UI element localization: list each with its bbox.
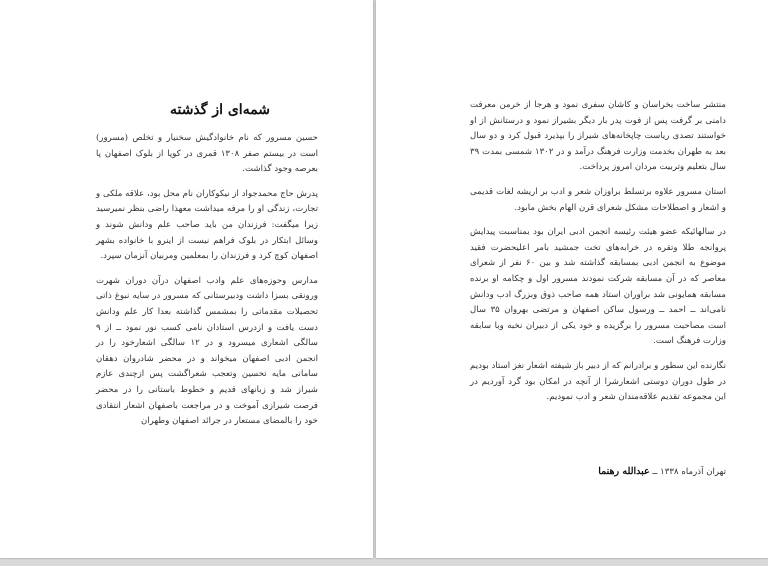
left-page [0, 0, 373, 558]
paragraph: حسین مسرور که نام خانوادگیش سخنیار و تخلص (مسرور) است در بیستم صفر ۱۳۰۸ قمری در کوپا از بلوک اصفهان پا بعرصه وجود گذاشت. [96, 133, 319, 175]
paragraph: منتشر ساخت بخراسان و کاشان سفری نمود و هرجا از خرمن معرفت دامنی بر گرفت پس از فوت پدر بار دیگر بشیراز نمود و درستانش از او خواستند تصدی ریاست چاپخانه‌های شیراز را بپذیرد قبول کرد و دو سال بعد به طهران بخدمت وزارت فرهنگ درآمد و در ۱۳۰۲ شمسی بمدت ۳۹ سال بتعلیم وتربیت مردان امروز پرداخت. [470, 100, 726, 173]
signature-author: عبدالله رهنما [598, 466, 650, 477]
signature-line [480, 466, 726, 477]
paragraph: مدارس وحوزه‌های علم وادب اصفهان درآن دوران شهرت ورونقی بسزا داشت ودبیرستانی که مسرور در سایه نبوغ ذاتی تحصیلات مقدماتی را بمشمس گذاشته بعدا کار علم ودانش دست یافت و ازدرس استادان نامی کسب نور نمود ــ از ۹ سالگی اشعاری میسرود و در ۱۲ سالگی اشعارخود را در انجمن ادبی اصفهان میخواند و در محضر شادروان دهقان سامانی مایه تحسین وتعجب شعراگشت پس ازچندی عازم شیراز شد و زبانهای قدیم و خطوط باستانی را در محضر فرصت شیرازی آموخت و در مراجعت باصفهان اشعار انتقادی خود را بالمضای مستعار در جرائد اصفهان وطهران [96, 275, 318, 427]
paragraph: استان مسرور علاوه برتسلط براوزان شعر و ادب بر اریشه لغات قدیمی و اشعار و اصطلاحات مشکل شعرای قرن الهام بخش مابود. [470, 186, 726, 213]
section-title: شمه‌ای از گذشته [169, 102, 271, 118]
right-page-text [470, 98, 726, 415]
signature-place-date: تهران آذرماه ۱۳۳۸ ــ [652, 467, 726, 477]
paragraph: پدرش حاج محمدجواد از نیکوکاران نام محل بود، علاقه ملکی و تجارت، زندگی او را مرفه میداشت معهذا راضی بنظر نمیرسید زیرا میگفت: فرزندان من باید صاحب علم ودانش شوند و وسائل ابتکار در بلوک فراهم نیست از اینرو با خانواده بشهر اصفهان کوچ کرد و فرزندان را بمعلمین ومربیان آنزمان سپرد. [96, 188, 318, 262]
paragraph: نگارنده این سطور و برادرانم که از دبیر باز شیفته اشعار نغز استاد بودیم در طول دوران دوستی اشعارشرا از آنچه در امکان بود گرد آوردیم در این مجموعه تقدیم علاقه‌مندان شعر و ادب نمودیم. [470, 360, 726, 403]
right-page [376, 0, 768, 558]
paragraph: در سالهائیکه عضو هیئت رئیسه انجمن ادبی ایران بود بمناسبت پیدایش پروانجه طلا وتقره در خرابه‌های تخت جمشید بامر اعلیحضرت فقید موضوع به انجمن ادبی بمسابقه گذاشته شد و بین ۶۰ نفر از شعرای معاصر که در آن مسابقه شرکت نمودند مسرور اول و چکامه او برنده مسابقه همایونی شد براوران استاد همه صاحب ذوق وبزرگ ادب ودانش نامی‌اند ــ احمد ــ ورسول ساکن اصفهان و مرتضی بهروان ۳۵ سال است مصاحبت مسرور را برگزیده و خود یکی از دبیران نخبه وبا سابقه وزارت فرهنگ است. [470, 227, 727, 347]
left-page-text [96, 131, 318, 439]
